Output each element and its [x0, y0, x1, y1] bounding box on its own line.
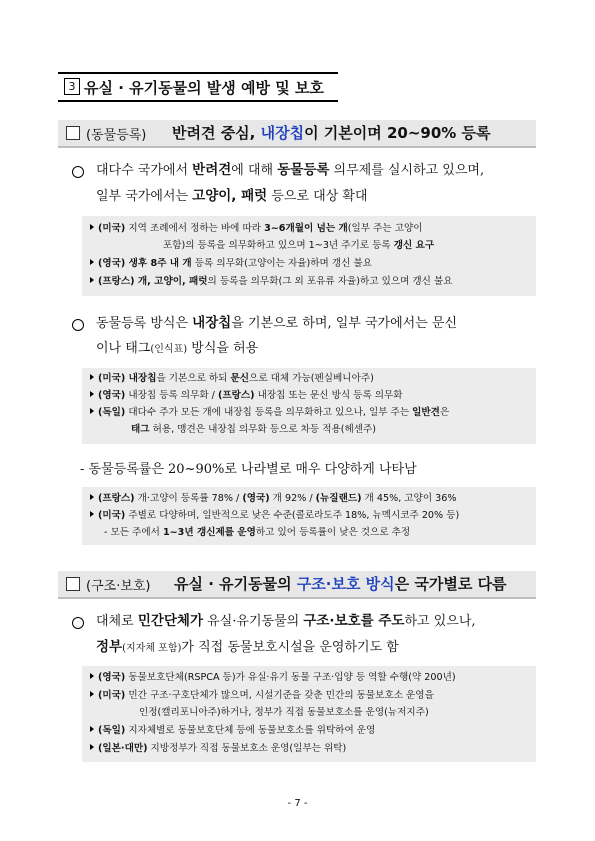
paragraph-4-line-1: 대체로 민간단체가 유실·유기동물의 구조·보호를 주도하고 있으나,: [96, 613, 476, 629]
page-number: - 7 -: [287, 798, 308, 809]
box-4-line-1: (영국) 동물보호단체(RSPCA 등)가 유실·유기 동물 구조·입양 등 역할 수행(약 200년): [90, 669, 456, 686]
subsection-2-header: [58, 571, 536, 599]
paragraph-1-line-2: 일부 국가에서는 고양이, 패럿 등으로 대상 확대: [96, 188, 368, 204]
paragraph-2-line-1: 동물등록 방식은 내장칩을 기본으로 하며, 일부 국가에서는 문신: [96, 315, 458, 331]
box-4-line-4: (독일) 지자체별로 동물보호단체 등에 동물보호소를 위탁하여 운영: [90, 722, 375, 739]
subsection-1-title: 반려견 중심, 내장칩이 기본이며 20~90% 등록: [172, 124, 491, 142]
box-2-line-3: (독일) 대다수 주가 모든 개에 내장칩 등록을 의무화하고 있으나, 일부 주는 일반견은: [90, 404, 449, 421]
box-4-line-5: (일본·대만) 지방정부가 직접 동물보호소 운영(일부는 위탁): [90, 740, 346, 757]
paragraph-3: - 동물등록률은 20~90%로 나라별로 매우 다양하게 나타남: [80, 462, 417, 477]
box-2-line-1: (미국) 내장칩을 기본으로 하되 문신으로 대체 가능(펜실베니아주): [90, 370, 374, 387]
box-4-line-3: 인정(캘리포니아주)하거나, 정부가 직접 동물보호소를 운영(뉴저지주): [139, 707, 429, 718]
example-box-4: [82, 666, 536, 762]
box-2-line-2: (영국) 내장칩 등록 의무화 / (프랑스) 내장칩 또는 문신 방식 등록 의무화: [90, 387, 403, 404]
section-number: 3: [64, 78, 80, 95]
box-3-line-1: (프랑스) 개·고양이 등록률 78% / (영국) 개 92% / (뉴질랜드) 개 45%, 고양이 36%: [90, 490, 456, 507]
box-4-line-2: (미국) 민간 구조·구호단체가 많으며, 시설기준을 갖춘 민간의 동물보호소 운영을: [90, 687, 434, 704]
checkbox-square-icon: [66, 577, 80, 591]
section-header: [58, 72, 338, 102]
bullet-circle-icon: [72, 166, 84, 178]
box-1-line-3: (영국) 생후 8주 내 개 등록 의무화(고양이는 자율)하며 갱신 불요: [90, 255, 372, 272]
box-1-line-4: (프랑스) 개, 고양이, 패럿의 등록을 의무화(그 외 포유류 자율)하고 있으며 갱신 불요: [90, 273, 453, 290]
box-3-line-2: (미국) 주별로 다양하며, 일반적으로 낮은 수준(콜로라도주 18%, 뉴멕시코주 20% 등): [90, 507, 459, 524]
section-title: 유실 · 유기동물의 발생 예방 및 보호: [84, 79, 324, 97]
example-box-3: [82, 487, 536, 545]
paragraph-1-line-1: 대다수 국가에서 반려견에 대해 동물등록 의무제를 실시하고 있으며,: [96, 162, 485, 178]
box-1-line-1: (미국) 지역 조례에서 정하는 바에 따라 3~6개월이 넘는 개(일부 주는 고양이: [90, 220, 423, 237]
subsection-2-tag: (구조·보호): [86, 579, 151, 594]
subsection-1-tag: (동물등록): [86, 128, 147, 143]
paragraph-2-line-2: 이나 태그(인식표) 방식을 허용: [96, 341, 259, 356]
box-2-line-4: 태그 허용, 맹견은 내장칩 의무화 등으로 차등 적용(헤센주): [131, 424, 377, 435]
box-3-line-3: - 모든 주에서 1~3년 갱신제를 운영하고 있어 등록률이 낮은 것으로 추정: [104, 527, 411, 538]
example-box-1: [82, 216, 536, 296]
bullet-circle-icon: [72, 617, 84, 629]
subsection-1-header: [58, 120, 536, 148]
subsection-2-title: 유실 · 유기동물의 구조·보호 방식은 국가별로 다름: [174, 575, 507, 593]
paragraph-4-line-2: 정부(지자체 포함)가 직접 동물보호시설을 운영하기도 함: [96, 639, 399, 655]
checkbox-square-icon: [66, 126, 80, 140]
example-box-2: [82, 368, 536, 444]
bullet-circle-icon: [72, 319, 84, 331]
box-1-line-2: 포함)의 등록을 의무화하고 있으며 1~3년 주기로 등록 갱신 요구: [163, 240, 435, 251]
